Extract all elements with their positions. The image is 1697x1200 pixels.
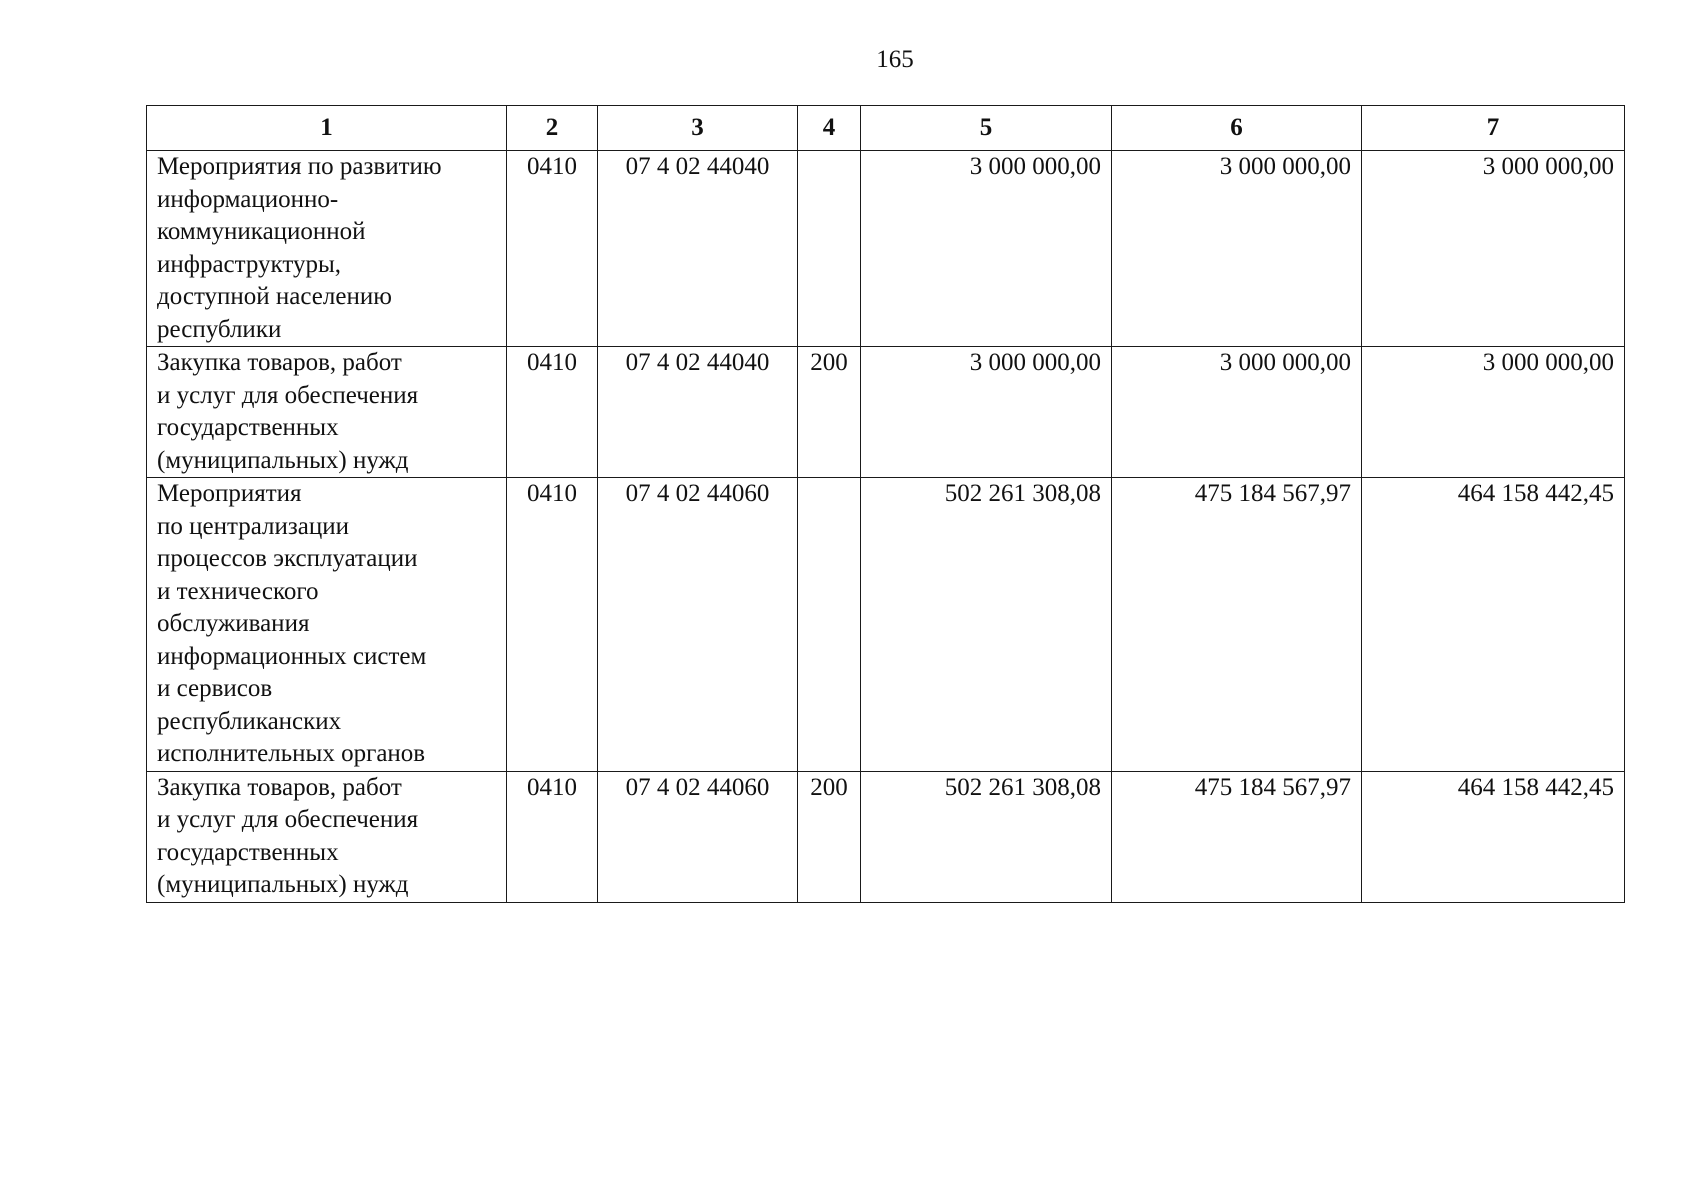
expense-type-cell — [798, 478, 861, 772]
row-name-line: Мероприятия — [157, 480, 302, 507]
row-name-cell — [147, 771, 507, 902]
row-name-line: по централизации — [157, 512, 349, 540]
table-row — [147, 771, 1625, 902]
header-cell-1: 1 — [147, 106, 507, 151]
table-row — [147, 151, 1625, 347]
amount-3-cell: 3 000 000,00 — [1362, 151, 1625, 347]
row-name-line: Закупка товаров, работ — [157, 349, 402, 376]
row-name-line: коммуникационной — [157, 218, 366, 245]
row-name-cell — [147, 151, 507, 347]
row-name-line: республиканских — [157, 707, 342, 735]
row-name-cell — [147, 347, 507, 478]
row-name-line: (муниципальных) нужд — [157, 871, 409, 898]
amount-1-cell: 3 000 000,00 — [861, 347, 1112, 478]
amount-3-cell: 464 158 442,45 — [1362, 478, 1625, 772]
amount-1-cell: 502 261 308,08 — [861, 771, 1112, 902]
amount-1-cell: 3 000 000,00 — [861, 151, 1112, 347]
amount-2-cell: 475 184 567,97 — [1112, 478, 1362, 772]
row-name-line: инфраструктуры, — [157, 250, 342, 278]
expense-type-cell: 200 — [798, 771, 861, 902]
section-cell: 0410 — [507, 151, 598, 347]
target-article-cell: 07 4 02 44040 — [598, 151, 798, 347]
row-name-line: обслуживания — [157, 610, 310, 637]
row-name-line: процессов эксплуатации — [157, 545, 418, 572]
expense-type-cell — [798, 151, 861, 347]
target-article-cell: 07 4 02 44060 — [598, 771, 798, 902]
section-cell: 0410 — [507, 347, 598, 478]
row-name-line: информационно- — [157, 185, 339, 213]
header-cell-3: 3 — [598, 106, 798, 151]
target-article-cell: 07 4 02 44060 — [598, 478, 798, 772]
budget-table — [146, 105, 1625, 903]
table-row — [147, 478, 1625, 772]
amount-3-cell: 464 158 442,45 — [1362, 771, 1625, 902]
row-name-line: (муниципальных) нужд — [157, 446, 409, 474]
row-name-line: и сервисов — [157, 675, 273, 702]
header-cell-6: 6 — [1112, 106, 1362, 151]
amount-3-cell: 3 000 000,00 — [1362, 347, 1625, 478]
amount-1-cell: 502 261 308,08 — [861, 478, 1112, 772]
table-row — [147, 347, 1625, 478]
row-name-line: республики — [157, 315, 282, 343]
row-name-line: и услуг для обеспечения — [157, 806, 419, 833]
row-name-line: и услуг для обеспечения — [157, 381, 419, 409]
header-cell-5: 5 — [861, 106, 1112, 151]
page-number: 165 — [876, 46, 914, 73]
section-cell: 0410 — [507, 478, 598, 772]
row-name-line: и технического — [157, 577, 319, 605]
expense-type-cell: 200 — [798, 347, 861, 478]
header-cell-2: 2 — [507, 106, 598, 151]
row-name-line: Закупка товаров, работ — [157, 773, 402, 801]
row-name-line: исполнительных органов — [157, 740, 426, 767]
row-name-line: доступной населению — [157, 283, 392, 310]
row-name-line: Мероприятия по развитию — [157, 153, 442, 180]
row-name-cell — [147, 478, 507, 772]
target-article-cell: 07 4 02 44040 — [598, 347, 798, 478]
row-name-line: информационных систем — [157, 642, 427, 670]
amount-2-cell: 475 184 567,97 — [1112, 771, 1362, 902]
row-name-line: государственных — [157, 414, 339, 441]
amount-2-cell: 3 000 000,00 — [1112, 347, 1362, 478]
row-name-line: государственных — [157, 838, 339, 866]
header-row — [147, 106, 1625, 151]
header-cell-7: 7 — [1362, 106, 1625, 151]
amount-2-cell: 3 000 000,00 — [1112, 151, 1362, 347]
header-cell-4: 4 — [798, 106, 861, 151]
section-cell: 0410 — [507, 771, 598, 902]
